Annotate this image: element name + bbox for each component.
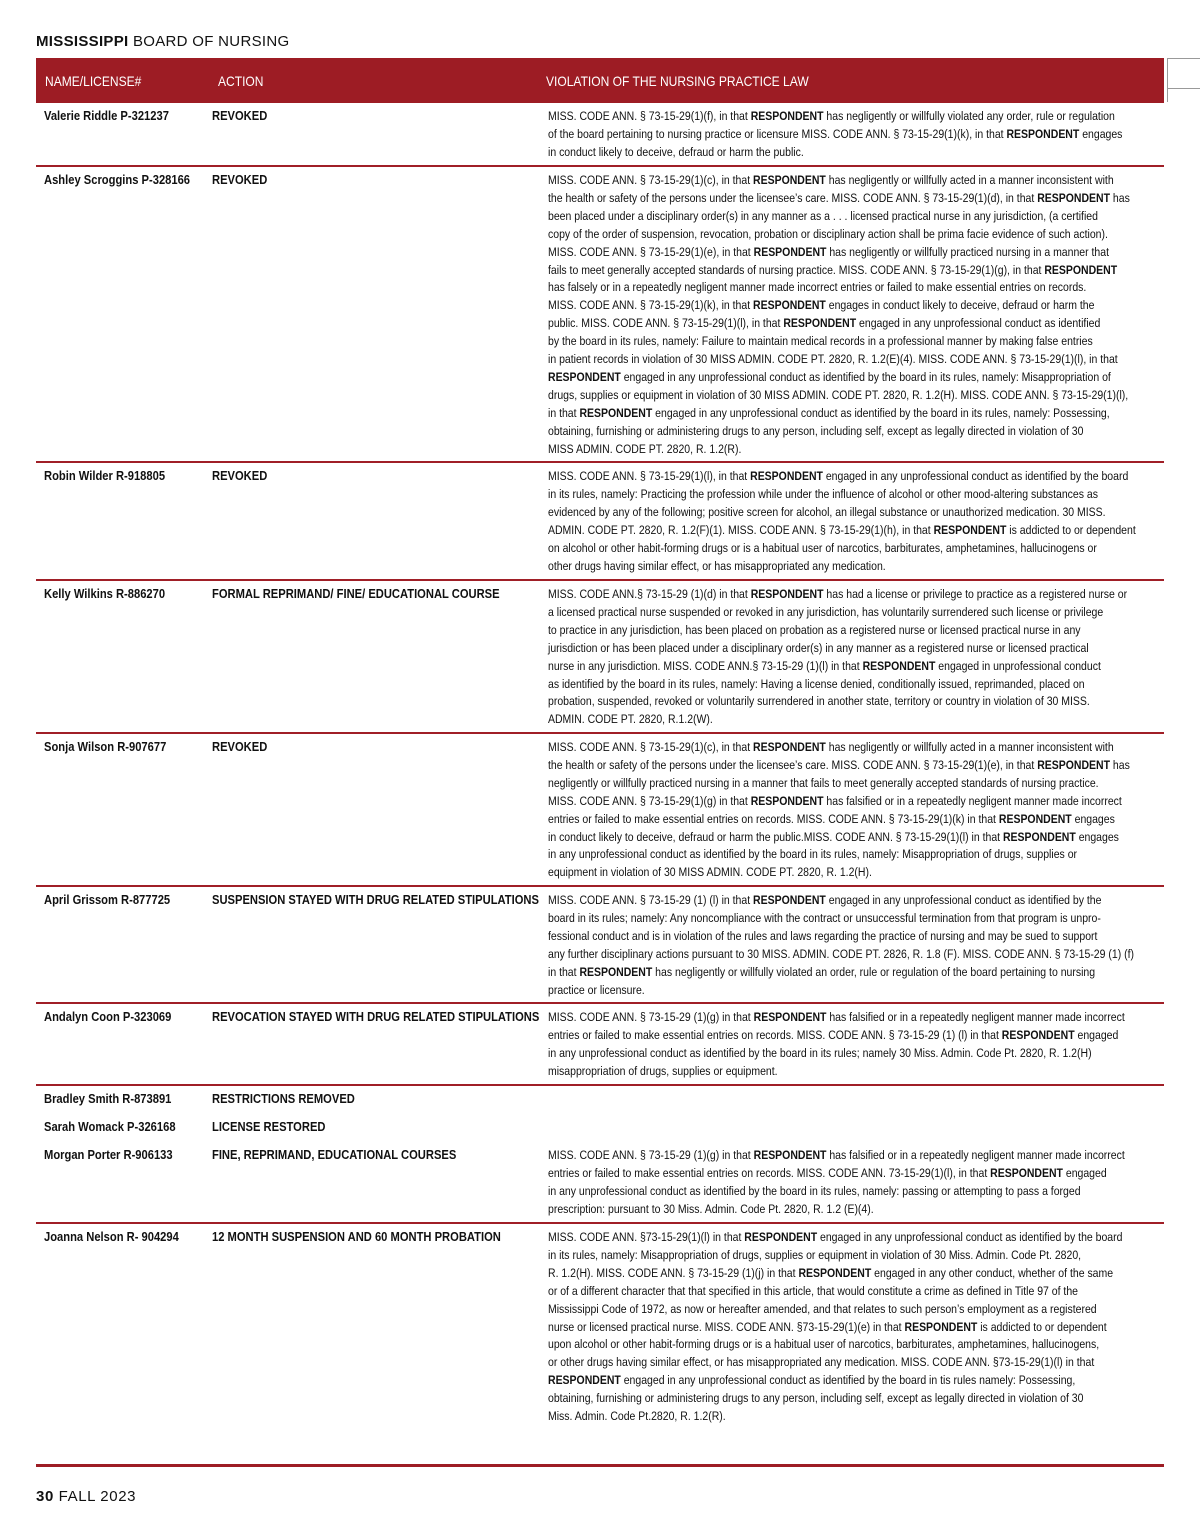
board-action: SUSPENSION STAYED WITH DRUG RELATED STIPULATIONS — [212, 892, 539, 907]
table-row — [36, 581, 1164, 734]
violation-text: MISS. CODE ANN. § 73-15-29(1)(c), in that RESPONDENT has negligently or willfully acted in a manner inconsistent with the health or safety of the persons under the licensee’s care. MISS. CODE ANN. § 73-15-29(1)(e), in that RESPONDENT has negligently or willfully practiced nursing in a manner that fails to meet generally accepted standards of nursing practice. MISS. CODE ANN. § 73-15-29(1)(g) in that RESPONDENT has falsified or in a repeatedly negligent manner made incorrect entries or failed to make essential entries on records. MISS. CODE ANN. § 73-15-29(1)(k) in that RESPONDENT engages in conduct likely to deceive, defraud or harm the public.MISS. CODE ANN. § 73-15-29(1)(l) in that RESPONDENT engages in any unprofessional conduct as identified by the board in its rules, namely: Misappropriation of drugs, supplies or equipment in violation of 30 MISS ADMIN. CODE PT. 2820, R. 1.2(H). — [548, 740, 1130, 880]
page-number: 30 — [36, 1488, 54, 1505]
board-action: FORMAL REPRIMAND/ FINE/ EDUCATIONAL COURSE — [212, 586, 500, 601]
publication-title-rest: BOARD OF NURSING — [132, 33, 290, 50]
board-action: REVOKED — [212, 739, 268, 754]
licensee-name: Andalyn Coon P-323069 — [44, 1009, 172, 1024]
violation-text: MISS. CODE ANN. § 73-15-29 (1)(g) in that RESPONDENT has falsified or in a repeatedly negligent manner made incorrect entries or failed to make essential entries on records. MISS. CODE ANN. 73-15-29(1)(l), in that RESPONDENT engaged in any unprofessional conduct as identified by the board in its rules, namely: passing or attempting to pass a forged prescription: pursuant to 30 Miss. Admin. Code Pt. 2820, R. 1.2 (E)(4). — [548, 1148, 1125, 1216]
board-action: REVOKED — [212, 172, 268, 187]
publication-title-bold: MISSISSIPPI — [36, 33, 129, 50]
violation-text: MISS. CODE ANN. §73-15-29(1)(l) in that RESPONDENT engaged in any unprofessional conduct as identified by the board in its rules, namely: Misappropriation of drugs, supplies or equipment in violation of 30 Miss. Admin. Code Pt. 2820, R. 1.2(H). MISS. CODE ANN. § 73-15-29 (1)(j) in that RESPONDENT engaged in any other conduct, whether of the same or of a different character that that specified in this article, that would constitute a crime as defined in Title 97 of the Mississippi Code of 1972, as now or hereafter amended, and that relates to such person’s employment as a registered nurse or licensed practical nurse. MISS. CODE ANN. §73-15-29(1)(e) in that RESPONDENT is addicted to or dependent upon alcohol or other habit-forming drugs or is a habitual user of narcotics, barbiturates, amphetamines, hallucinogens, or other drugs having similar effect, or has misappropriated any medication. MISS. CODE ANN. §73-15-29(1)(l) in that RESPONDENT engaged in any unprofessional conduct as identified by the board in tis rules namely: Possessing, obtaining, furnishing or administering drugs to any person, including self, except as legally directed in violation of 30 Miss. Admin. Code Pt.2820, R. 1.2(R). — [548, 1230, 1123, 1424]
table-row — [36, 103, 1164, 167]
board-action: FINE, REPRIMAND, EDUCATIONAL COURSES — [212, 1147, 457, 1162]
discipline-table-body — [36, 103, 1164, 1449]
licensee-name: Sonja Wilson R-907677 — [44, 739, 167, 754]
table-row — [36, 167, 1164, 463]
corner-rule — [1167, 58, 1200, 59]
licensee-name: Ashley Scroggins P-328166 — [44, 172, 191, 187]
licensee-name: Sarah Womack P-326168 — [44, 1119, 176, 1134]
violation-text: MISS. CODE ANN. § 73-15-29 (1) (l) in that RESPONDENT engaged in any unprofessional conduct as identified by the board in its rules; namely: Any noncompliance with the contract or unsuccessful termination from that program is unpro- fessional conduct and is in violation of the rules and laws regarding the practice of nursing and may be sued to support any further disciplinary actions pursuant to 30 MISS. ADMIN. CODE PT. 2826, R. 1.8 (F). MISS. CODE ANN. § 73-15-29 (1) (f) in that RESPONDENT has negligently or willfully violated an order, rule or regulation of the board pertaining to nursing practice or licensure. — [548, 893, 1134, 997]
violation-text — [548, 1114, 1166, 1124]
corner-rule — [1167, 58, 1168, 102]
board-action: RESTRICTIONS REMOVED — [212, 1091, 355, 1106]
page-footer — [36, 1488, 136, 1505]
publication-header — [36, 33, 289, 50]
licensee-name: Morgan Porter R-906133 — [44, 1147, 173, 1162]
table-row — [36, 1086, 1164, 1114]
licensee-name: Robin Wilder R-918805 — [44, 468, 166, 483]
table-row — [36, 887, 1164, 1004]
violation-text: MISS. CODE ANN. § 73-15-29 (1)(g) in that RESPONDENT has falsified or in a repeatedly negligent manner made incorrect entries or failed to make essential entries on records. MISS. CODE ANN. § 73-15-29 (1) (l) in that RESPONDENT engaged in any unprofessional conduct as identified by the board in its rules; namely 30 Miss. Admin. Code Pt. 2820, R. 1.2(H) misappropriation of drugs, supplies or equipment. — [548, 1010, 1125, 1078]
violation-text: MISS. CODE ANN. § 73-15-29(1)(c), in that RESPONDENT has negligently or willfully acted in a manner inconsistent with the health or safety of the persons under the licensee’s care. MISS. CODE ANN. § 73-15-29(1)(d), in that RESPONDENT has been placed under a disciplinary order(s) in any manner as a . . . licensed practical nurse in any jurisdiction, (a certified copy of the order of suspension, revocation, probation or disciplinary action shall be prima facie evidence of such action). MISS. CODE ANN. § 73-15-29(1)(e), in that RESPONDENT has negligently or willfully practiced nursing in a manner that fails to meet generally accepted standards of nursing practice. MISS. CODE ANN. § 73-15-29(1)(g), in that RESPONDENT has falsely or in a repeatedly negligent manner made incorrect entries or failed to make essential entries on records. MISS. CODE ANN. § 73-15-29(1)(k), in that RESPONDENT engages in conduct likely to deceive, defraud or harm the public. MISS. CODE ANN. § 73-15-29(1)(l), in that RESPONDENT engaged in any unprofessional conduct as identified by the board in its rules, namely: Failure to maintain medical records in a professional manner by making false entries in patient records in violation of 30 MISS ADMIN. CODE PT. 2820, R. 1.2(E)(4). MISS. CODE ANN. § 73-15-29(1)(l), in that RESPONDENT engaged in any unprofessional conduct as identified by the board in its rules, namely: Misappropriation of drugs, supplies or equipment in violation of 30 MISS ADMIN. CODE PT. 2820, R. 1.2(H). MISS. CODE ANN. § 73-15-29(1)(l), in that RESPONDENT engaged in any unprofessional conduct as identified by the board in its rules, namely: Possessing, obtaining, furnishing or administering drugs to any person, including self, except as legally directed in violation of 30 MISS ADMIN. CODE PT. 2820, R. 1.2(R). — [548, 173, 1130, 456]
column-header-violation: VIOLATION OF THE NURSING PRACTICE LAW — [546, 73, 809, 89]
licensee-name: Valerie Riddle P-321237 — [44, 108, 169, 123]
licensee-name: Bradley Smith R-873891 — [44, 1091, 172, 1106]
table-row — [36, 1224, 1164, 1449]
issue-label: FALL 2023 — [58, 1488, 137, 1505]
table-row — [36, 1114, 1164, 1142]
column-header-action: ACTION — [218, 73, 264, 89]
table-row — [36, 734, 1164, 887]
violation-text: MISS. CODE ANN.§ 73-15-29 (1)(d) in that RESPONDENT has had a license or privilege to practice as a registered nurse or a licensed practical nurse suspended or revoked in any jurisdiction, has voluntarily surrendered such license or privilege to practice in any jurisdiction, has been placed on probation as a registered nurse or licensed practical nurse in any jurisdiction or has been placed under a disciplinary order(s) in any manner as a registered nurse or licensed practical nurse in any jurisdiction. MISS. CODE ANN.§ 73-15-29 (1)(l) in that RESPONDENT engaged in unprofessional conduct as identified by the board in its rules, namely: Having a license denied, conditionally issued, reprimanded, placed on probation, suspended, revoked or voluntarily surrendered in another state, territory or country in violation of 30 MISS. ADMIN. CODE PT. 2820, R.1.2(W). — [548, 587, 1128, 727]
board-action: 12 MONTH SUSPENSION AND 60 MONTH PROBATION — [212, 1229, 501, 1244]
table-header — [36, 58, 1164, 103]
table-row — [36, 1004, 1164, 1086]
board-action: REVOCATION STAYED WITH DRUG RELATED STIPULATIONS — [212, 1009, 540, 1024]
table-row — [36, 463, 1164, 581]
licensee-name: Joanna Nelson R- 904294 — [44, 1229, 179, 1244]
board-action: LICENSE RESTORED — [212, 1119, 326, 1134]
table-row — [36, 1142, 1164, 1224]
board-action: REVOKED — [212, 468, 268, 483]
licensee-name: Kelly Wilkins R-886270 — [44, 586, 166, 601]
violation-text — [548, 1086, 1166, 1096]
violation-text: MISS. CODE ANN. § 73-15-29(1)(l), in that RESPONDENT engaged in any unprofessional conduct as identified by the board in its rules, namely: Practicing the profession while under the influence of alcohol or other mood-altering substances as evidenced by any of the following; positive screen for alcohol, an illegal substance or unauthorized medication. 30 MISS. ADMIN. CODE PT. 2820, R. 1.2(F)(1). MISS. CODE ANN. § 73-15-29(1)(h), in that RESPONDENT is addicted to or dependent on alcohol or other habit-forming drugs or is a habitual user of narcotics, barbiturates, amphetamines, hallucinogens or other drugs having similar effect, or has misappropriated any medication. — [548, 469, 1136, 573]
violation-text: MISS. CODE ANN. § 73-15-29(1)(f), in that RESPONDENT has negligently or willfully violated any order, rule or regulation of the board pertaining to nursing practice or licensure MISS. CODE ANN. § 73-15-29(1)(k), in that RESPONDENT engages in conduct likely to deceive, defraud or harm the public. — [548, 109, 1123, 159]
column-header-name: NAME/LICENSE# — [45, 73, 142, 89]
corner-rule — [1167, 88, 1200, 89]
bottom-divider — [36, 1464, 1164, 1467]
board-action: REVOKED — [212, 108, 268, 123]
licensee-name: April Grissom R-877725 — [44, 892, 171, 907]
